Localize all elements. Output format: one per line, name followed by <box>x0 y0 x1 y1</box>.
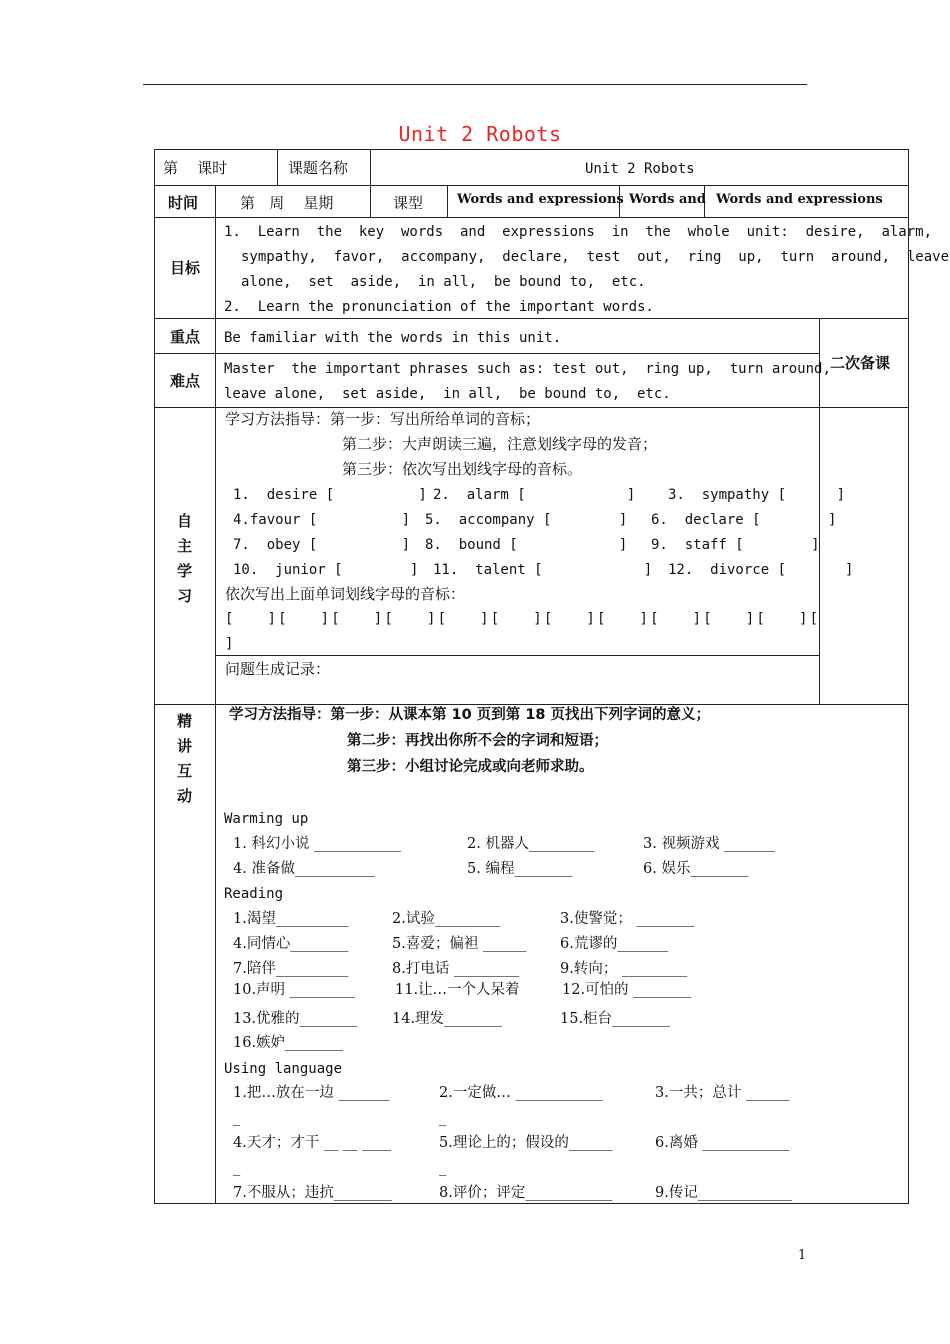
wu-3: 3. 视频游戏 _______ <box>643 836 775 852</box>
self-study-step-2: 第二步：大声朗读三遍，注意划线字母的发音； <box>342 435 658 453</box>
self-study-step-3: 第三步：依次写出划线字母的音标。 <box>342 460 583 478</box>
rd-7: 7.陪伴__________ <box>233 961 349 977</box>
page-title: Unit 2 Robots <box>398 122 562 146</box>
problem-record-label: 问题生成记录： <box>225 660 331 678</box>
word-12: 12. divorce [ ] <box>668 562 854 578</box>
goals-line-1: 1. Learn the key words and expressions in the whole unit: desire, alarm, <box>224 224 933 240</box>
rd-6: 6.荒谬的_______ <box>560 936 669 952</box>
type-1: Words and expressions <box>457 192 624 207</box>
type-3: Words and expressions <box>716 192 883 207</box>
rd-9: 9.转向； _________ <box>560 961 688 977</box>
goals-line-4: 2. Learn the pronunciation of the important words. <box>224 299 654 315</box>
word-5: 5. accompany [ ] <box>425 512 628 528</box>
rd-10: 10.声明 _________ <box>233 982 355 998</box>
ul-2-cont: _ <box>439 1110 447 1126</box>
page-number: 1 <box>798 1248 807 1263</box>
label-char: 学 <box>177 562 193 580</box>
wu-2: 2. 机器人_________ <box>467 836 595 852</box>
ul-9: 9.传记_____________ <box>655 1185 793 1201</box>
rd-16: 16.嫉妒________ <box>233 1035 344 1051</box>
goals-label: 目标 <box>170 259 201 277</box>
word-7: 7. obey [ ] <box>233 537 411 553</box>
difficult-line-1: Master the important phrases such as: test out, ring up, turn around, <box>224 361 831 377</box>
cell-interactive <box>215 704 909 1204</box>
topic-name-label: 课题名称 <box>288 159 349 177</box>
ul-5-cont: _ <box>439 1160 447 1176</box>
ul-3: 3.一共；总计 ______ <box>655 1085 790 1101</box>
label-char: 讲 <box>177 737 193 755</box>
rd-12: 12.可怕的 ________ <box>562 982 692 998</box>
word-10: 10. junior [ ] <box>233 562 419 578</box>
ul-2: 2.一定做… ____________ <box>439 1085 603 1101</box>
word-3: 3. sympathy [ ] <box>668 487 846 503</box>
word-9: 9. staff [ ] <box>651 537 820 553</box>
cell-right-blank-1 <box>819 407 909 705</box>
label-char: 互 <box>177 762 193 780</box>
rd-2: 2.试验_________ <box>392 911 501 927</box>
interactive-guide: 学习方法指导：第一步：从课本第 10 页到第 18 页找出下列字词的意义； <box>229 707 711 723</box>
warming-up-title: Warming up <box>224 811 309 827</box>
ul-8: 8.评价；评定____________ <box>439 1185 613 1201</box>
key-points-text: Be familiar with the words in this unit. <box>224 330 562 346</box>
word-1: 1. desire [ ] <box>233 487 427 503</box>
lesson-label: 第 课时 <box>163 159 228 177</box>
goals-line-3: alone, set aside, in all, be bound to, etc. <box>241 274 646 290</box>
interactive-step-3: 第三步：小组讨论完成或向老师求助。 <box>347 759 594 775</box>
topic-name-value: Unit 2 Robots <box>585 161 695 177</box>
key-points-label: 重点 <box>170 328 201 346</box>
self-study-guide: 学习方法指导：第一步：写出所给单词的音标； <box>225 410 541 428</box>
rd-13: 13.优雅的________ <box>233 1011 358 1027</box>
brackets-line: [ ][ ][ ][ ][ ][ ][ ][ ][ ][ ][ ][ <box>225 611 821 627</box>
rd-5: 5.喜爱；偏袒 ______ <box>392 936 527 952</box>
difficult-line-2: leave alone, set aside, in all, be bound to, etc. <box>224 386 671 402</box>
label-char: 主 <box>177 537 193 555</box>
word-6: 6. declare [ ] <box>651 512 837 528</box>
wu-4: 4. 准备做___________ <box>233 861 375 877</box>
type-label: 课型 <box>393 194 424 212</box>
wu-1: 1. 科幻小说 ____________ <box>233 836 402 852</box>
word-8: 8. bound [ ] <box>425 537 628 553</box>
ul-4: 4.天才；才干 __ __ ____ <box>233 1135 392 1151</box>
self-study-label <box>177 509 192 609</box>
label-char: 动 <box>177 787 193 805</box>
top-rule <box>143 84 807 85</box>
rd-11: 11.让…一个人呆着 <box>395 982 520 998</box>
wu-6: 6. 娱乐________ <box>643 861 749 877</box>
second-prep-label: 二次备课 <box>830 354 891 372</box>
ul-7: 7.不服从；违抗________ <box>233 1185 392 1201</box>
rd-1: 1.渴望__________ <box>233 911 349 927</box>
word-4: 4.favour [ ] <box>233 512 411 528</box>
rd-3: 3.使警觉； ________ <box>560 911 695 927</box>
label-char: 习 <box>177 587 193 605</box>
type-2: Words and <box>629 192 706 207</box>
goals-line-2: sympathy, favor, accompany, declare, test out, ring up, turn around, leave <box>241 249 950 265</box>
time-value: 第 周 星期 <box>240 194 334 212</box>
interactive-step-2: 第二步：再找出你所不会的字词和短语； <box>347 733 608 749</box>
ul-5: 5.理论上的；假设的______ <box>439 1135 613 1151</box>
rd-15: 15.柜台________ <box>560 1011 671 1027</box>
label-char: 精 <box>177 712 193 730</box>
word-2: 2. alarm [ ] <box>433 487 636 503</box>
interactive-label <box>177 709 192 809</box>
rd-14: 14.理发________ <box>392 1011 503 1027</box>
ul-1: 1.把…放在一边 _______ <box>233 1085 390 1101</box>
ul-6: 6.离婚 ____________ <box>655 1135 790 1151</box>
label-char: 自 <box>177 512 193 530</box>
underline-prompt: 依次写出上面单词划线字母的音标： <box>225 585 466 603</box>
ul-1-cont: _ <box>233 1110 241 1126</box>
brackets-end: ] <box>225 636 234 652</box>
difficult-points-label: 难点 <box>170 372 201 390</box>
using-language-title: Using language <box>224 1061 343 1077</box>
ul-4-cont: _ <box>233 1160 241 1176</box>
time-label: 时间 <box>168 194 199 212</box>
reading-title: Reading <box>224 886 284 902</box>
word-11: 11. talent [ ] <box>433 562 653 578</box>
rd-8: 8.打电话 _________ <box>392 961 520 977</box>
wu-5: 5. 编程________ <box>467 861 573 877</box>
rd-4: 4.同情心________ <box>233 936 349 952</box>
